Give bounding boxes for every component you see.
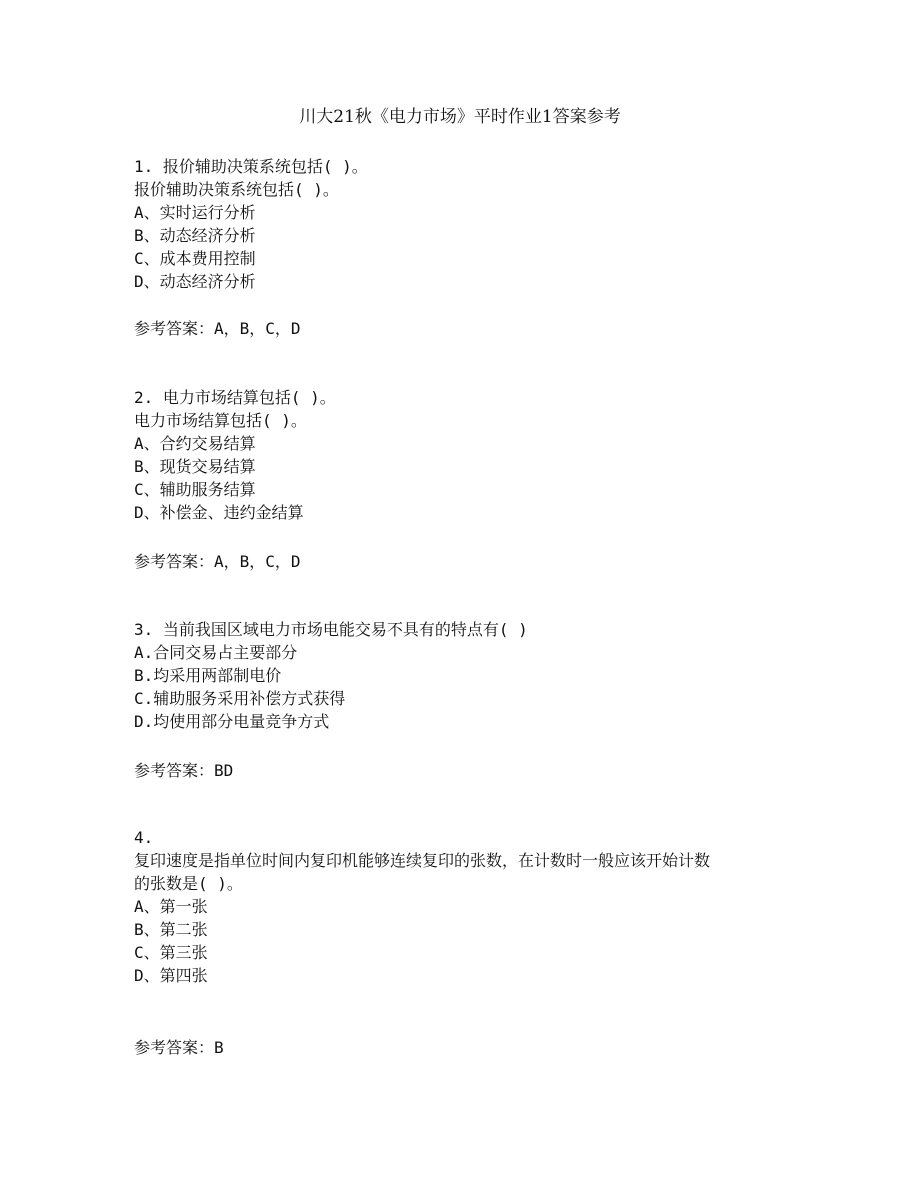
question-1-option-b: B、动态经济分析 [134,226,256,245]
document-title: 川大21秋《电力市场》平时作业1答案参考 [299,107,621,127]
question-2-number-stem: 2. 电力市场结算包括( )。 [134,388,336,407]
question-3-option-c: C.辅助服务采用补偿方式获得 [134,689,346,708]
question-2-option-b: B、现货交易结算 [134,457,256,476]
question-1-option-d: D、动态经济分析 [134,272,256,291]
question-3-option-d: D.均使用部分电量竞争方式 [134,712,330,731]
question-1-answer: 参考答案：A，B，C，D [134,319,301,338]
question-3-option-a: A.合同交易占主要部分 [134,643,298,662]
question-4-option-d: D、第四张 [134,966,208,985]
question-1-stem: 报价辅助决策系统包括( )。 [134,180,339,199]
question-3-number-stem: 3. 当前我国区域电力市场电能交易不具有的特点有( ) [134,620,528,639]
question-4-option-c: C、第三张 [134,943,208,962]
question-2-option-d: D、补偿金、违约金结算 [134,503,304,522]
question-2-option-a: A、合约交易结算 [134,434,256,453]
question-4-option-b: B、第二张 [134,920,208,939]
question-4-stem-line-2: 的张数是( )。 [134,874,243,893]
question-2-option-c: C、辅助服务结算 [134,480,256,499]
question-1-option-c: C、成本费用控制 [134,249,256,268]
question-1-option-a: A、实时运行分析 [134,203,256,222]
question-4-option-a: A、第一张 [134,897,208,916]
question-3-option-b: B.均采用两部制电价 [134,666,282,685]
question-2-stem: 电力市场结算包括( )。 [134,411,307,430]
question-3-answer: 参考答案：BD [134,761,234,780]
question-4-answer: 参考答案：B [134,1038,224,1057]
question-2-answer: 参考答案：A，B，C，D [134,552,301,571]
question-4-stem-line-1: 复印速度是指单位时间内复印机能够连续复印的张数，在计数时一般应该开始计数 [134,851,711,870]
question-4-number: 4. [134,828,154,847]
question-1-number-stem: 1. 报价辅助决策系统包括( )。 [134,157,368,176]
